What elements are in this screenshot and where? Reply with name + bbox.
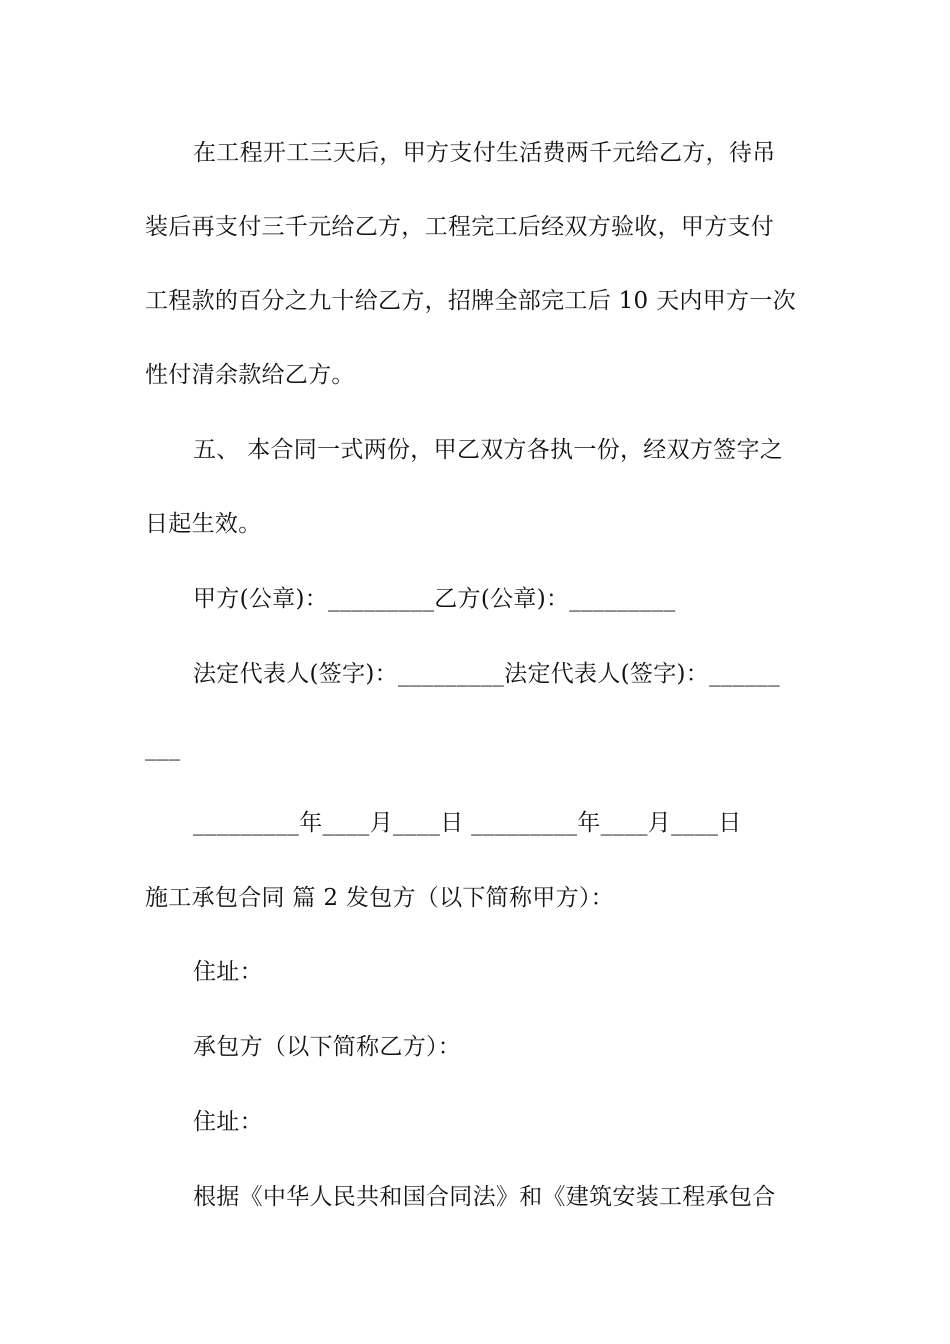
- party-b-label: 承包方（以下简称乙方）：: [193, 1034, 462, 1060]
- representative-signature-line: 法定代表人(签字)：_________法定代表人(签字)：______: [193, 661, 780, 687]
- payment-paragraph-line-3: 工程款的百分之九十给乙方，招牌全部完工后 10 天内甲方一次: [145, 288, 796, 314]
- effective-clause-line-1: 五、 本合同一式两份，甲乙双方各执一份，经双方签字之: [193, 437, 784, 463]
- party-a-address: 住址：: [193, 959, 263, 985]
- payment-paragraph-line-1: 在工程开工三天后，甲方支付生活费两千元给乙方，待吊: [193, 140, 776, 166]
- party-b-address: 住址：: [193, 1109, 263, 1135]
- representative-signature-line-wrap: ___: [145, 735, 181, 761]
- date-line: _________年____月____日 _________年____月____日: [193, 810, 742, 836]
- contract2-heading: 施工承包合同 篇 2 发包方（以下简称甲方）：: [145, 885, 614, 911]
- payment-paragraph-line-2: 装后再支付三千元给乙方，工程完工后经双方验收，甲方支付: [145, 214, 775, 240]
- seal-line: 甲方(公章)：_________乙方(公章)：_________: [193, 586, 676, 612]
- payment-paragraph-line-4: 性付清余款给乙方。: [145, 362, 355, 388]
- legal-basis-line: 根据《中华人民共和国合同法》和《建筑安装工程承包合: [193, 1184, 776, 1210]
- effective-clause-line-2: 日起生效。: [145, 511, 262, 537]
